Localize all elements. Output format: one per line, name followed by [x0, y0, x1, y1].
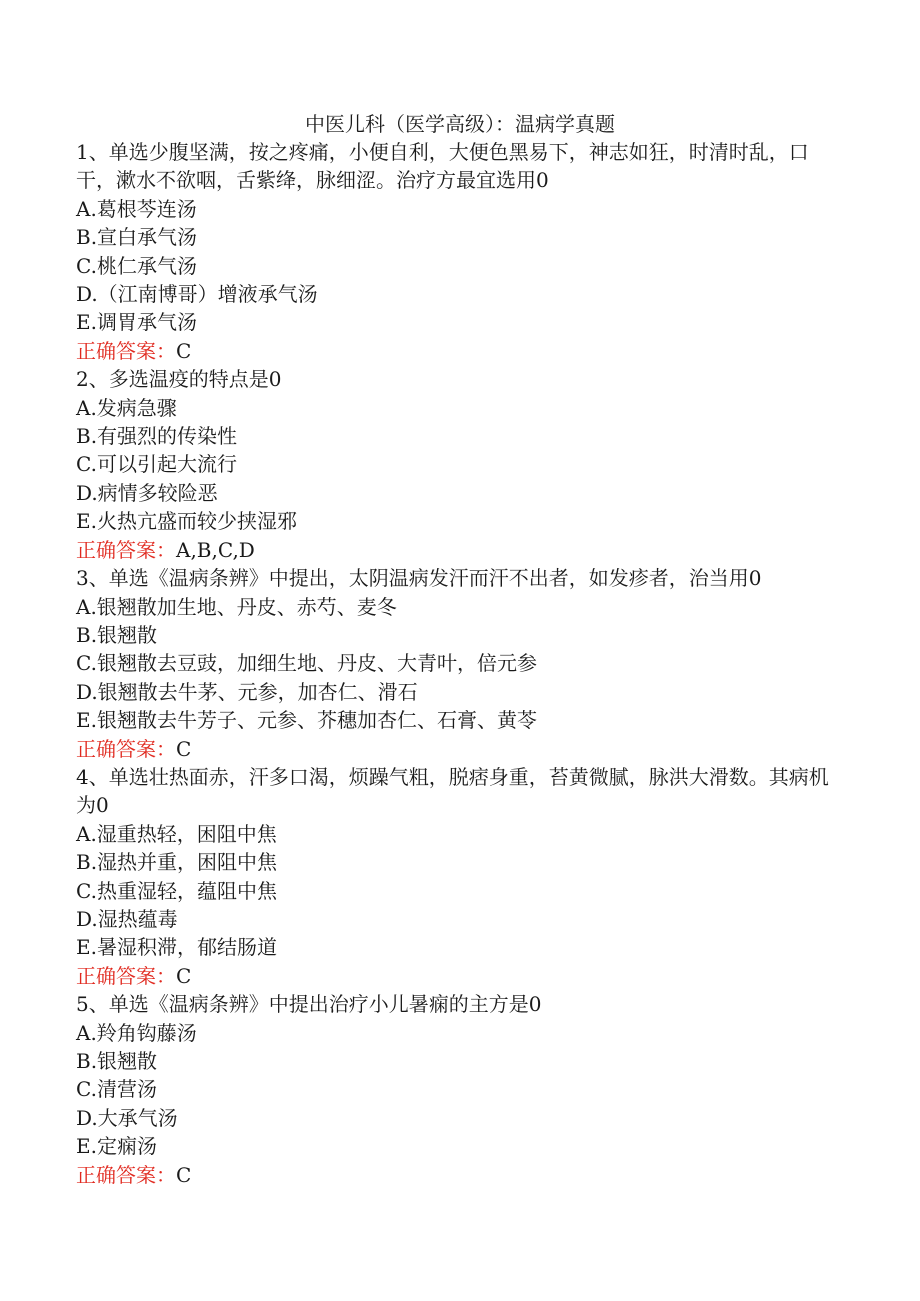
question-5	[76, 990, 846, 1189]
answer-value: A,B,C,D	[176, 537, 255, 562]
option-c: C.热重湿轻，蕴阻中焦	[76, 878, 277, 903]
answer-value: C	[176, 736, 192, 761]
question-text: 3、单选《温病条辨》中提出，太阴温病发汗而汗不出者，如发疹者，治当用0	[76, 566, 762, 591]
option-d: D.（江南博哥）增液承气汤	[76, 282, 318, 307]
answer-label: 正确答案：	[76, 736, 176, 761]
option-b: B.湿热并重，困阻中焦	[76, 850, 278, 875]
option-c: C.可以引起大流行	[76, 452, 237, 477]
question-text: 5、单选《温病条辨》中提出治疗小儿暑痫的主方是0	[76, 992, 542, 1017]
option-e: E.定痫汤	[76, 1134, 157, 1159]
answer-line	[76, 962, 846, 990]
option-b: B.有强烈的传染性	[76, 424, 238, 449]
answer-line	[76, 337, 846, 365]
answer-label: 正确答案：	[76, 963, 176, 988]
option-d: D.病情多较险恶	[76, 480, 218, 505]
option-a: A.湿重热轻，困阻中焦	[76, 821, 277, 846]
question-list	[76, 138, 846, 1189]
answer-value: C	[176, 963, 192, 988]
option-c: C.银翘散去豆豉，加细生地、丹皮、大青叶，倍元参	[76, 651, 537, 676]
answer-label: 正确答案：	[76, 1162, 176, 1187]
answer-value: C	[176, 338, 192, 363]
document-title: 中医儿科（医学高级）：温病学真题	[305, 112, 615, 136]
question-text: 4、单选壮热面赤，汗多口渴，烦躁气粗，脱痞身重，苔黄微腻，脉洪大滑数。其病机为0	[76, 764, 829, 818]
answer-line	[76, 735, 846, 763]
question-text: 2、多选温疫的特点是0	[76, 367, 282, 392]
option-b: B.银翘散	[76, 1049, 158, 1073]
answer-label: 正确答案：	[76, 537, 176, 562]
answer-value: C	[176, 1162, 192, 1187]
option-c: C.桃仁承气汤	[76, 253, 197, 278]
question-2	[76, 365, 846, 564]
answer-line	[76, 1161, 846, 1189]
question-4	[76, 763, 846, 990]
option-b: B.宣白承气汤	[76, 225, 198, 250]
option-e: E.银翘散去牛芳子、元参、芥穗加杏仁、石膏、黄苓	[76, 708, 537, 733]
option-d: D.大承气汤	[76, 1105, 178, 1130]
option-e: E.暑湿积滞，郁结肠道	[76, 935, 277, 960]
question-text: 1、单选少腹坚满，按之疼痛，小便自利，大便色黑易下，神志如狂，时清时乱，口干，漱水不欲咽，舌紫绛，脉细涩。治疗方最宜选用0	[76, 140, 809, 193]
option-b: B.银翘散	[76, 622, 158, 647]
option-a: A.葛根芩连汤	[76, 196, 197, 221]
option-c: C.清营汤	[76, 1077, 157, 1102]
option-a: A.发病急骤	[76, 395, 177, 420]
option-a: A.银翘散加生地、丹皮、赤芍、麦冬	[76, 594, 397, 619]
option-d: D.湿热蕴毒	[76, 906, 178, 931]
answer-line	[76, 536, 846, 564]
option-d: D.银翘散去牛茅、元参，加杏仁、滑石	[76, 679, 418, 704]
option-e: E.火热亢盛而较少挟湿邪	[76, 509, 297, 534]
option-a: A.羚角钩藤汤	[76, 1020, 197, 1045]
option-e: E.调胃承气汤	[76, 310, 197, 335]
question-1	[76, 138, 846, 365]
question-3	[76, 564, 846, 763]
answer-label: 正确答案：	[76, 338, 176, 363]
